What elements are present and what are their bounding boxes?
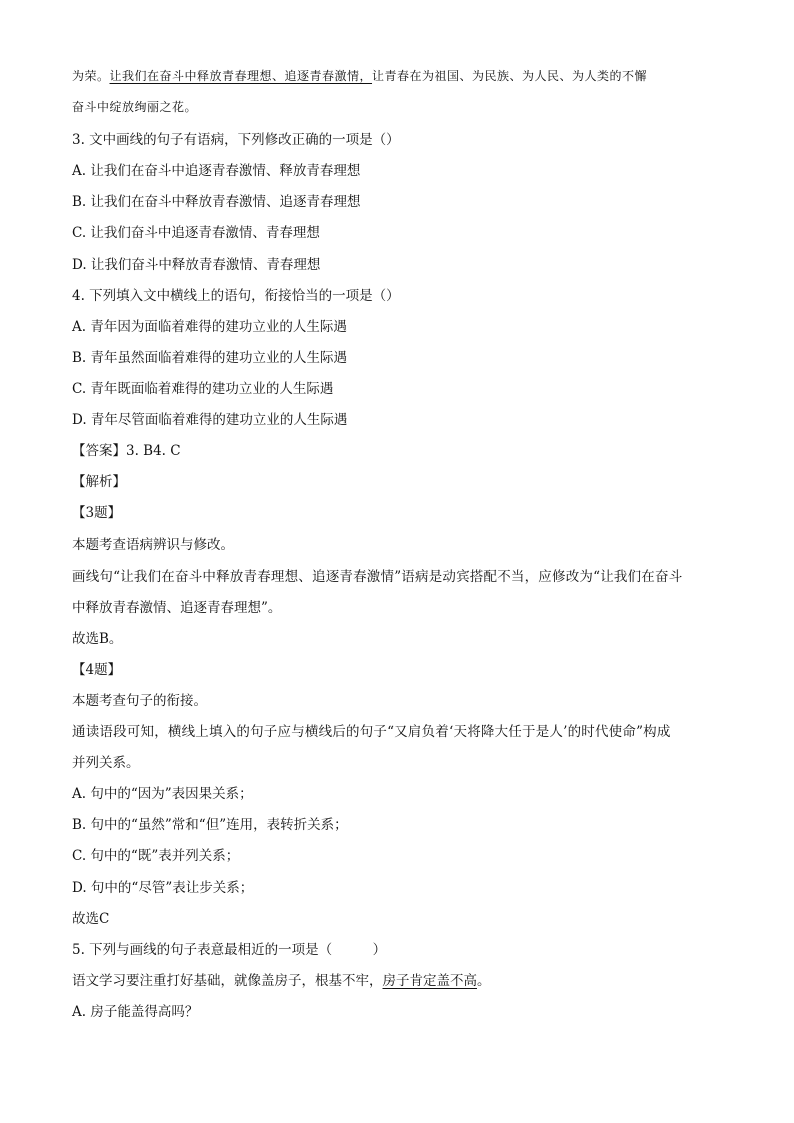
underlined-sentence: 让我们在奋斗中释放青春理想、追逐青春激情， — [109, 69, 373, 83]
q5-sentence-prefix: 语文学习要注重打好基础，就像盖房子，根基不牢， — [72, 973, 383, 989]
q4-analysis-line-1: 本题考查句子的衔接。 — [72, 693, 207, 709]
q4-option-b: B. 青年虽然面临着难得的建功立业的人生际遇 — [72, 350, 348, 366]
q4-stem: 4. 下列填入文中横线上的语句，衔接恰当的一项是（） — [72, 288, 400, 304]
q4-analysis-header: 【4题】 — [72, 662, 122, 678]
passage-suffix: 让青春在为祖国、为民族、为人民、为人类的不懈 — [372, 69, 648, 83]
q3-option-d: D. 让我们奋斗中释放青春激情、青春理想 — [72, 257, 321, 273]
q5-option-a: A. 房子能盖得高吗？ — [72, 1004, 199, 1020]
q3-analysis-line-4: 故选B。 — [72, 631, 123, 647]
q4-analysis-line-3: 并列关系。 — [72, 755, 140, 771]
q3-analysis-line-3: 中释放青春激情、追逐青春理想”。 — [72, 600, 282, 616]
q4-analysis-line-7: D. 句中的“尽管”表让步关系； — [72, 880, 254, 896]
q3-option-b: B. 让我们在奋斗中释放青春激情、追逐青春理想 — [72, 194, 361, 210]
q5-stem: 5. 下列与画线的句子表意最相近的一项是（ ） — [72, 942, 387, 958]
q4-option-c: C. 青年既面临着难得的建功立业的人生际遇 — [72, 381, 334, 397]
passage-line-1 — [72, 66, 647, 86]
q3-analysis-line-1: 本题考查语病辨识与修改。 — [72, 537, 234, 553]
q4-analysis-line-5: B. 句中的“虽然”常和“但”连用，表转折关系； — [72, 817, 348, 833]
q4-analysis-line-6: C. 句中的“既”表并列关系； — [72, 848, 240, 864]
q4-option-a: A. 青年因为面临着难得的建功立业的人生际遇 — [72, 319, 347, 335]
q3-analysis-header: 【3题】 — [72, 505, 122, 521]
passage-line-2: 奋斗中绽放绚丽之花。 — [72, 100, 198, 114]
q5-sentence-suffix: 。 — [477, 973, 491, 989]
q4-option-d: D. 青年尽管面临着难得的建功立业的人生际遇 — [72, 412, 348, 428]
q4-analysis-line-4: A. 句中的“因为”表因果关系； — [72, 786, 253, 802]
analysis-header: 【解析】 — [72, 474, 126, 490]
q3-analysis-line-2: 画线句“让我们在奋斗中释放青春理想、追逐青春激情”语病是动宾搭配不当，应修改为“让我们在奋斗 — [72, 569, 683, 585]
q3-option-a: A. 让我们在奋斗中追逐青春激情、释放青春理想 — [72, 163, 361, 179]
q4-analysis-line-2: 通读语段可知，横线上填入的句子应与横线后的句子“又肩负着‘天将降大任于是人’的时代使命”构成 — [72, 724, 671, 740]
q5-underlined-sentence: 房子肯定盖不高 — [382, 973, 477, 989]
q5-sentence — [72, 971, 491, 991]
q3-stem: 3. 文中画线的句子有语病，下列修改正确的一项是（） — [72, 132, 400, 148]
answer-line: 【答案】3. B4. C — [72, 443, 181, 459]
q4-analysis-line-8: 故选C — [72, 911, 110, 927]
passage-prefix: 为荣。 — [72, 69, 110, 83]
q3-option-c: C. 让我们奋斗中追逐青春激情、青春理想 — [72, 225, 320, 241]
